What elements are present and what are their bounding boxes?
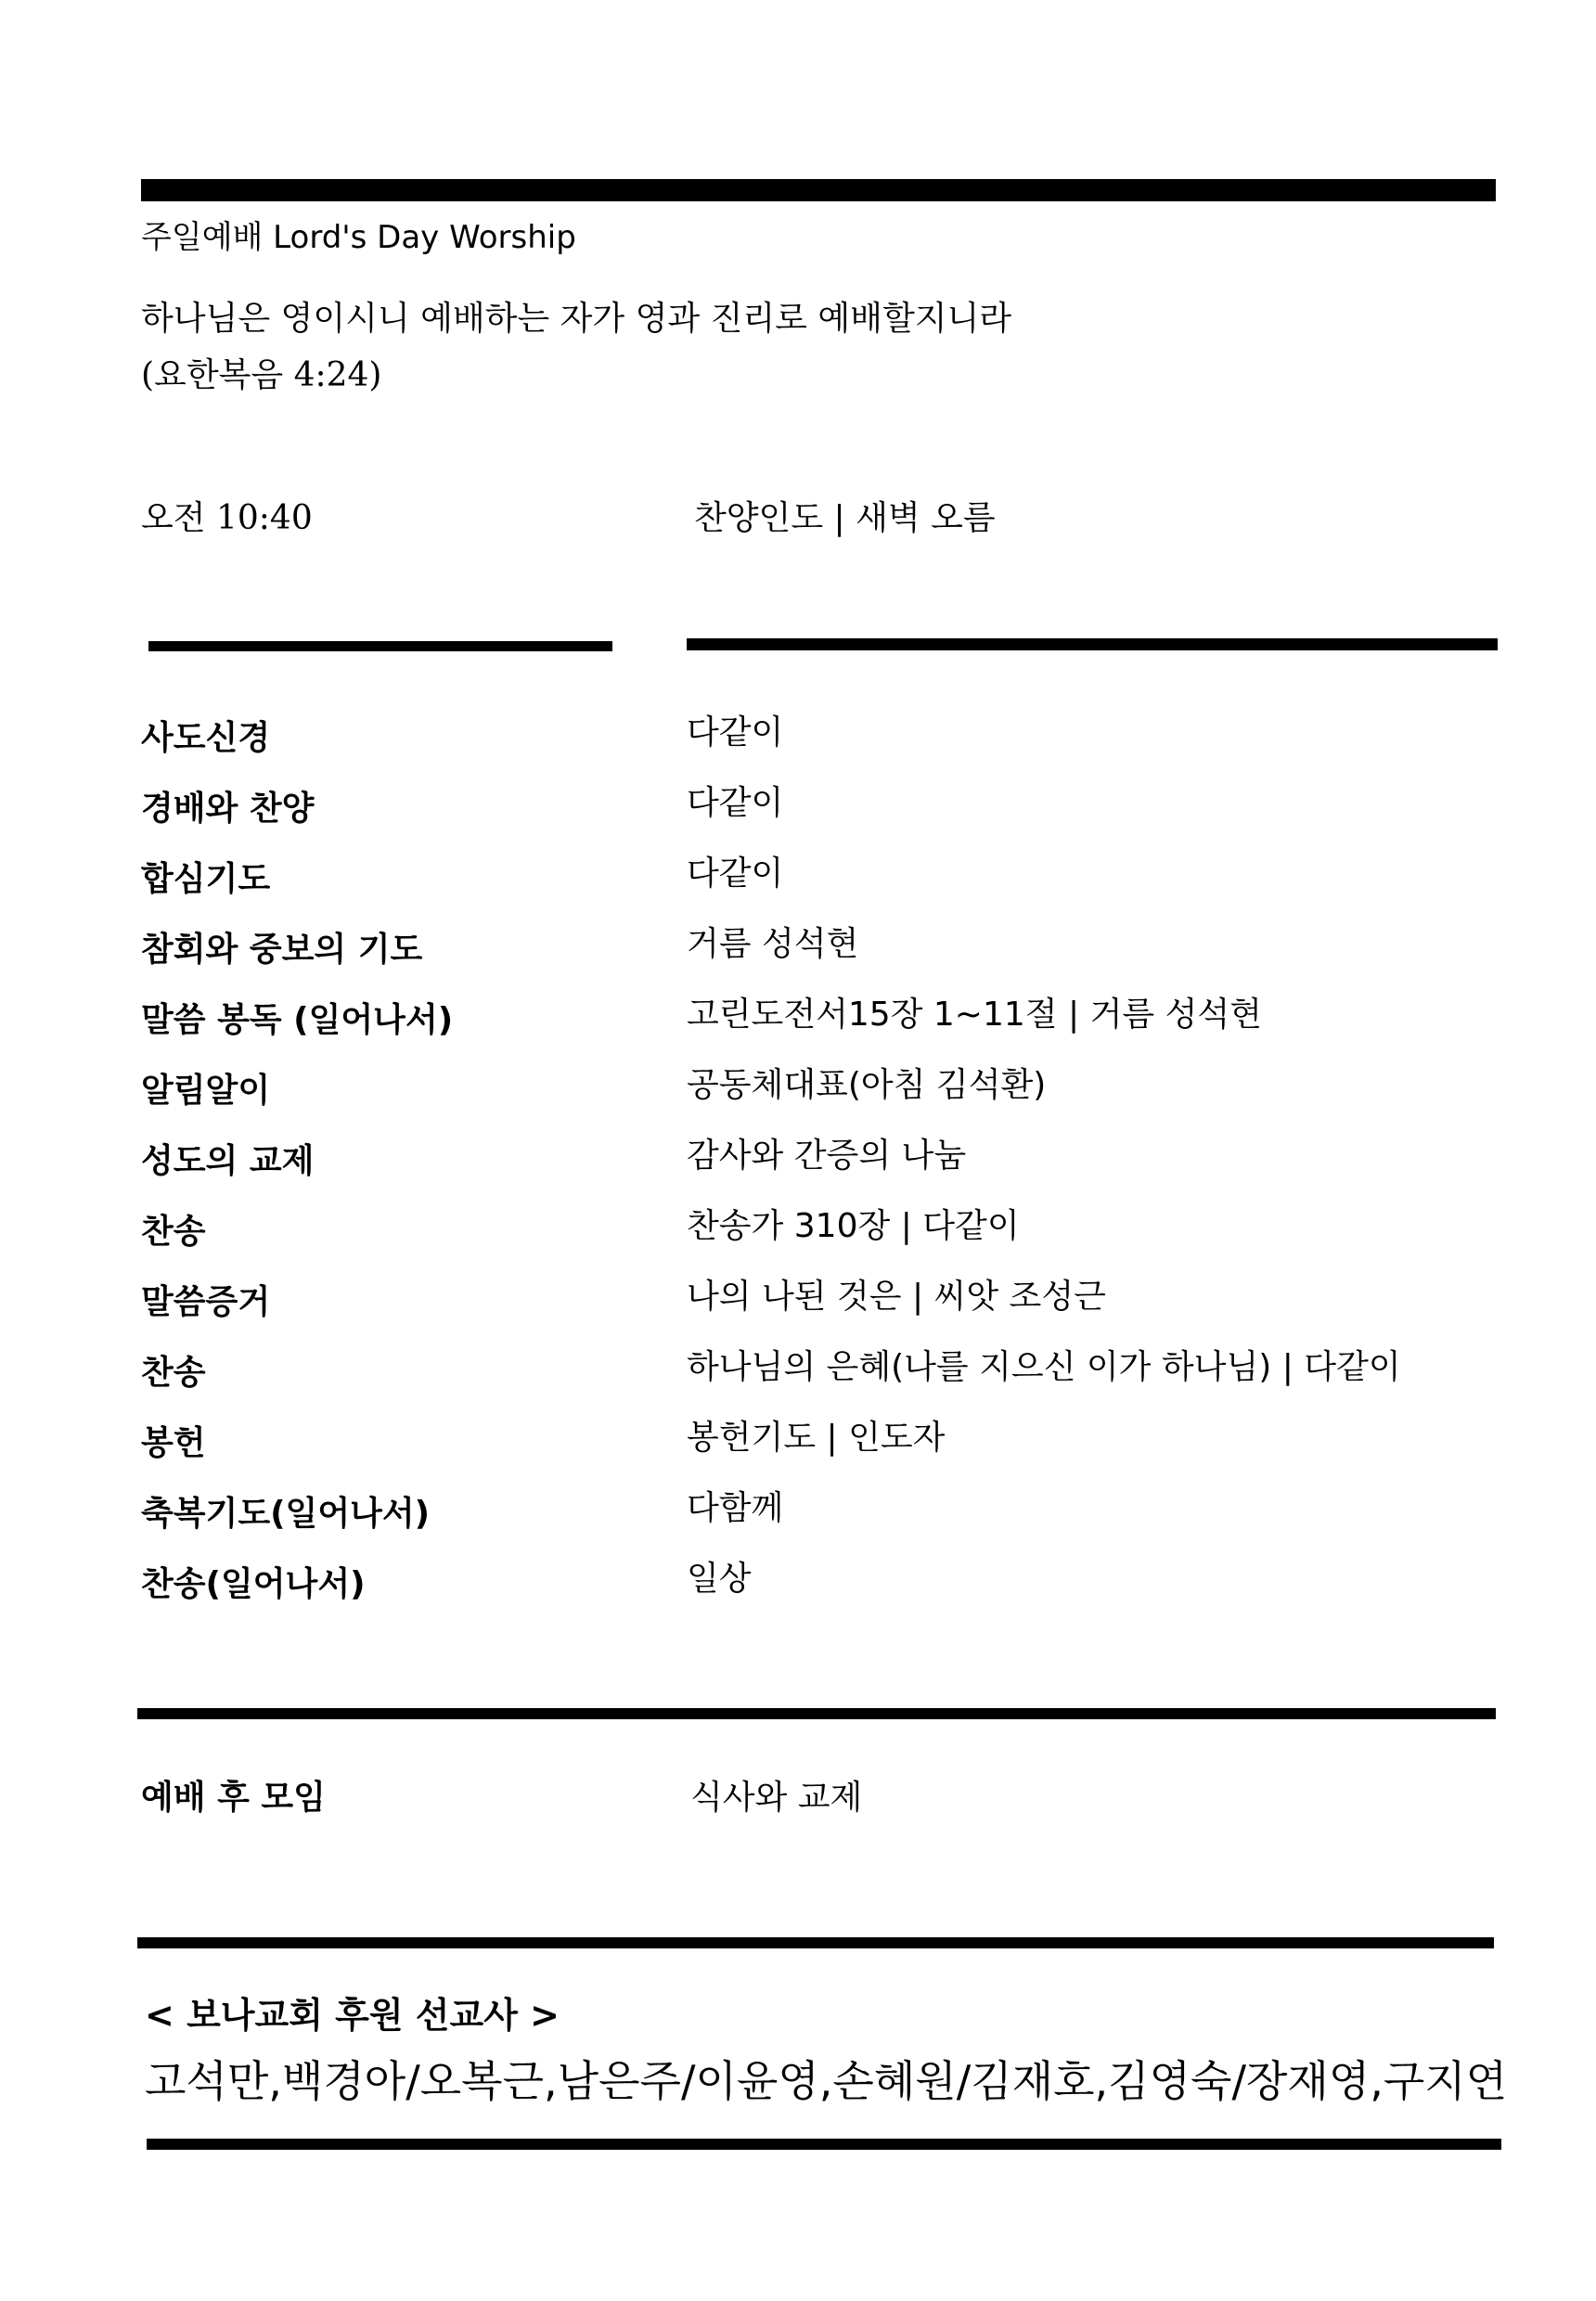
order-value: 다함께	[687, 1489, 784, 1527]
order-label: 사도신경	[141, 719, 271, 757]
missionaries-heading: < 보나교회 후원 선교사 >	[145, 1995, 560, 2036]
order-label: 봉헌	[141, 1424, 206, 1462]
missionary-bottom-rule	[147, 2139, 1501, 2150]
order-value: 다같이	[687, 784, 784, 822]
order-value: 감사와 간증의 나눔	[687, 1137, 967, 1175]
after-service-label: 예배 후 모임	[141, 1779, 326, 1817]
order-value: 고린도전서15장 1~11절 | 거름 성석현	[687, 996, 1262, 1034]
order-label: 참회와 중보의 기도	[141, 931, 423, 969]
order-label: 찬송	[141, 1354, 206, 1392]
order-label: 축복기도(일어나서)	[141, 1495, 431, 1533]
order-label: 경배와 찬양	[141, 790, 315, 828]
order-label: 합심기도	[141, 860, 271, 898]
order-value: 일상	[687, 1560, 752, 1598]
order-label: 말씀 봉독 (일어나서)	[141, 1001, 454, 1039]
order-label: 찬송	[141, 1213, 206, 1251]
order-value: 찬송가 310장 | 다같이	[687, 1207, 1020, 1245]
order-value: 하나님의 은혜(나를 지으신 이가 하나님) | 다같이	[687, 1348, 1401, 1386]
scripture-reference: (요한복음 4:24)	[141, 356, 382, 394]
order-label: 알림알이	[141, 1072, 271, 1110]
order-value: 다같이	[687, 713, 784, 752]
page-title: 주일예배 Lord's Day Worship	[141, 219, 576, 256]
left-column-rule	[148, 641, 612, 651]
missionary-top-rule	[137, 1937, 1494, 1948]
scripture-verse: 하나님은 영이시니 예배하는 자가 영과 진리로 예배할지니라	[141, 300, 1012, 338]
order-value: 다같이	[687, 855, 784, 893]
order-value: 나의 나된 것은 | 씨앗 조성근	[687, 1278, 1106, 1316]
right-column-rule	[687, 638, 1498, 650]
after-service-value: 식사와 교제	[690, 1779, 863, 1817]
top-rule	[141, 179, 1496, 201]
order-value: 봉헌기도 | 인도자	[687, 1419, 946, 1457]
order-value: 거름 성석현	[687, 925, 859, 963]
order-label: 성도의 교제	[141, 1142, 315, 1180]
order-label: 말씀증거	[141, 1283, 271, 1321]
order-label: 찬송(일어나서)	[141, 1565, 366, 1603]
service-time: 오전 10:40	[141, 499, 313, 537]
after-service-rule	[137, 1708, 1496, 1719]
order-value: 공동체대표(아침 김석환)	[687, 1066, 1047, 1104]
missionaries-names: 고석만,백경아/오복근,남은주/이윤영,손혜원/김재호,김영숙/장재영,구지연	[145, 2056, 1508, 2106]
praise-leader: 찬양인도 | 새벽 오름	[694, 499, 996, 537]
